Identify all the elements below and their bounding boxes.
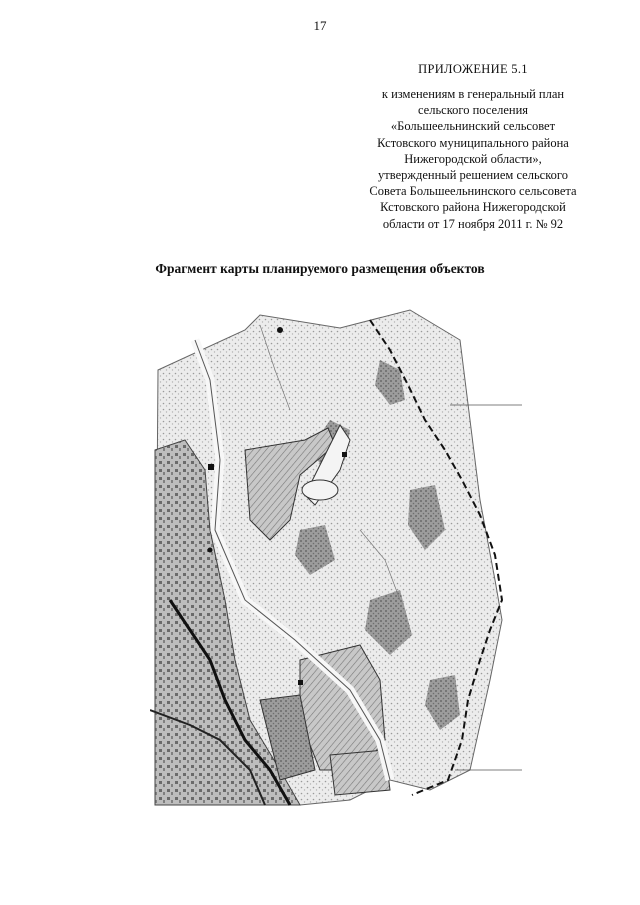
appendix-text [344, 86, 602, 232]
page-number: 17 [313, 18, 327, 33]
appendix-line: утвержденный решением сельского [378, 168, 568, 183]
appendix-line: Кстовского муниципального района [377, 135, 569, 150]
appendix-line: сельского поселения [417, 103, 529, 118]
appendix-line: области от 17 ноября 2011 г. № 92 [382, 216, 564, 231]
appendix-line: «Большеельнинский сельсовет [390, 119, 556, 134]
appendix-line: Кстовского района Нижегородской [380, 200, 566, 215]
planning-map-icon [150, 300, 530, 810]
appendix-line: к изменениям в генеральный план [381, 87, 565, 101]
map-heading: Фрагмент карты планируемого размещения объектов [155, 261, 485, 276]
planning-map [150, 300, 530, 810]
appendix-title: ПРИЛОЖЕНИЕ 5.1 [418, 62, 528, 76]
appendix-line: Совета Большеельнинского сельсовета [369, 184, 577, 199]
appendix-line: Нижегородской области», [404, 151, 542, 166]
